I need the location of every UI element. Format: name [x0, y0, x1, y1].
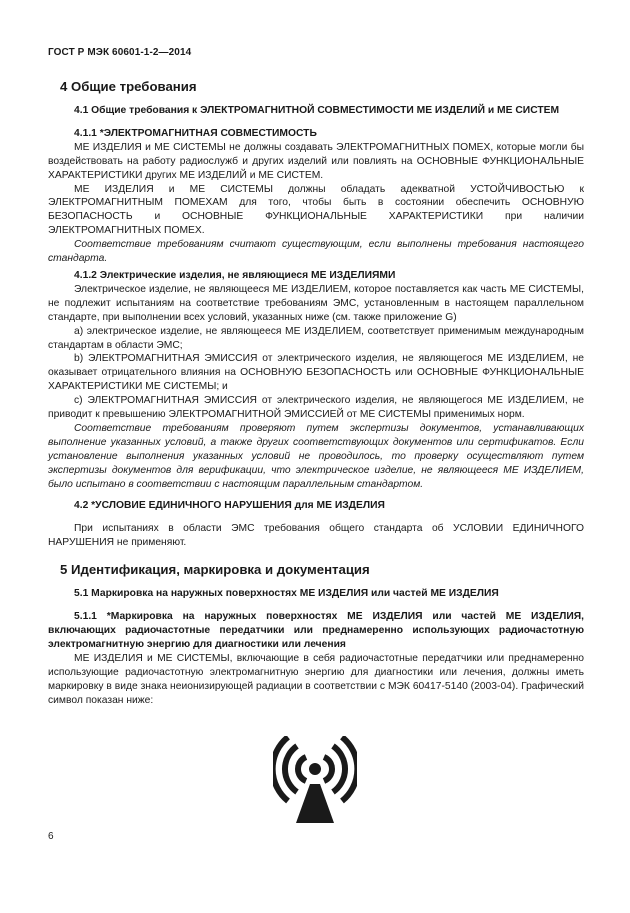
section-4-1-2-compliance-note: Соответствие требованиям проверяют путем экспертизы документов, устанавливающих выполнение указанных условий, а также других соответствующих документов или сертификатов. Если установление выполнения указанных условий не проводилось, то проверку осуществляют путем экспертизы документов для верификации, что электрическое изделие, не являющееся МЕ ИЗДЕЛИЕМ, было испытано в соответствии с настоящим параллельным стандартом. [48, 422, 584, 490]
section-4-1-1-para-1: МЕ ИЗДЕЛИЯ и МЕ СИСТЕМЫ не должны создавать ЭЛЕКТРОМАГНИТНЫХ ПОМЕХ, которые могли бы воздействовать на работу радиослужб и других изделий или повлиять на ОСНОВНЫЕ ФУНКЦИОНАЛЬНЫЕ ХАРАКТЕРИСТИКИ других МЕ ИЗДЕЛИЙ и МЕ СИСТЕМ. [48, 141, 584, 181]
page-number: 6 [48, 831, 54, 842]
section-4-2-para-1: При испытаниях в области ЭМС требования общего стандарта об УСЛОВИИ ЕДИНИЧНОГО НАРУШЕНИЯ не применяют. [48, 523, 584, 549]
section-4-2-title: 4.2 *УСЛОВИЕ ЕДИНИЧНОГО НАРУШЕНИЯ для МЕ ИЗДЕЛИЯ [74, 500, 385, 512]
section-4-1-title: 4.1 Общие требования к ЭЛЕКТРОМАГНИТНОЙ СОВМЕСТИМОСТИ МЕ ИЗДЕЛИЙ и МЕ СИСТЕМ [74, 105, 560, 116]
section-5-title: 5 Идентификация, маркировка и документация [60, 562, 370, 578]
section-5-1-title: 5.1 Маркировка на наружных поверхностях МЕ ИЗДЕЛИЯ или частей МЕ ИЗДЕЛИЯ [74, 588, 499, 600]
section-4-1-2-title: 4.1.2 Электрические изделия, не являющиеся МЕ ИЗДЕЛИЯМИ [74, 269, 396, 281]
section-4-1-1-para-2: МЕ ИЗДЕЛИЯ и МЕ СИСТЕМЫ должны обладать адекватной УСТОЙЧИВОСТЬЮ к ЭЛЕКТРОМАГНИТНЫМ ПОМЕХАМ для того, чтобы быть в состоянии обеспечить ОСНОВНУЮ БЕЗОПАСНОСТЬ и ОСНОВНЫЕ ФУНКЦИОНАЛЬНЫЕ ХАРАКТЕРИСТИКИ при наличии ЭЛЕКТРОМАГНИТНЫХ ПОМЕХ. [48, 183, 584, 237]
section-4-1-1-title: 4.1.1 *ЭЛЕКТРОМАГНИТНАЯ СОВМЕСТИМОСТЬ [74, 127, 317, 139]
section-4-1-1-compliance-note: Соответствие требованиям считают существующим, если выполнены требования настоящего стандарта. [48, 239, 584, 265]
section-4-1-2-item-a: a) электрическое изделие, не являющееся МЕ ИЗДЕЛИЕМ, соответствует применимым международным стандартам в области ЭМС; [48, 325, 584, 351]
section-4-1-2-item-b: b) ЭЛЕКТРОМАГНИТНАЯ ЭМИССИЯ от электрического изделия, не являющегося МЕ ИЗДЕЛИЕМ, не оказывает отрицательного влияния на ОСНОВНУЮ БЕЗОПАСНОСТЬ или ОСНОВНЫЕ ФУНКЦИОНАЛЬНЫЕ ХАРАКТЕРИСТИКИ МЕ СИСТЕМЫ; и [48, 353, 584, 393]
section-5-1-1-title: 5.1.1 *Маркировка на наружных поверхностях МЕ ИЗДЕЛИЯ или частей МЕ ИЗДЕЛИЯ, включающих радиочастотные передатчики или преднамеренно использующих радиочастотную электромагнитную энергию для диагностики или лечения [48, 611, 584, 650]
non-ionizing-radiation-icon [273, 736, 357, 824]
section-5-1-1-para-1: МЕ ИЗДЕЛИЯ и МЕ СИСТЕМЫ, включающие в себя радиочастотные передатчики или преднамеренно использующие радиочастотную электромагнитную энергию для диагностики или лечения, должны иметь маркировку в виде знака неионизирующей радиации в соответствии с МЭК 60417-5140 (2003-04). Графический символ показан ниже: [48, 652, 584, 706]
section-4-title: 4 Общие требования [60, 79, 197, 94]
document-header: ГОСТ Р МЭК 60601-1-2—2014 [48, 47, 192, 58]
section-4-1-2-item-c: c) ЭЛЕКТРОМАГНИТНАЯ ЭМИССИЯ от электрического изделия, не являющегося МЕ ИЗДЕЛИЕМ, не приводит к превышению ЭЛЕКТРОМАГНИТНОЙ ЭМИССИЕЙ от МЕ СИСТЕМЫ применимых норм. [48, 395, 584, 421]
document-body [48, 79, 584, 707]
section-4-1-2-para-1: Электрическое изделие, не являющееся МЕ ИЗДЕЛИЕМ, которое поставляется как часть МЕ СИСТЕМЫ, не подлежит испытаниям на соответствие требованиям ЭМС, установленным в настоящем параллельном стандарте, при выполнении всех условий, указанных ниже (см. также приложение G) [48, 283, 584, 323]
